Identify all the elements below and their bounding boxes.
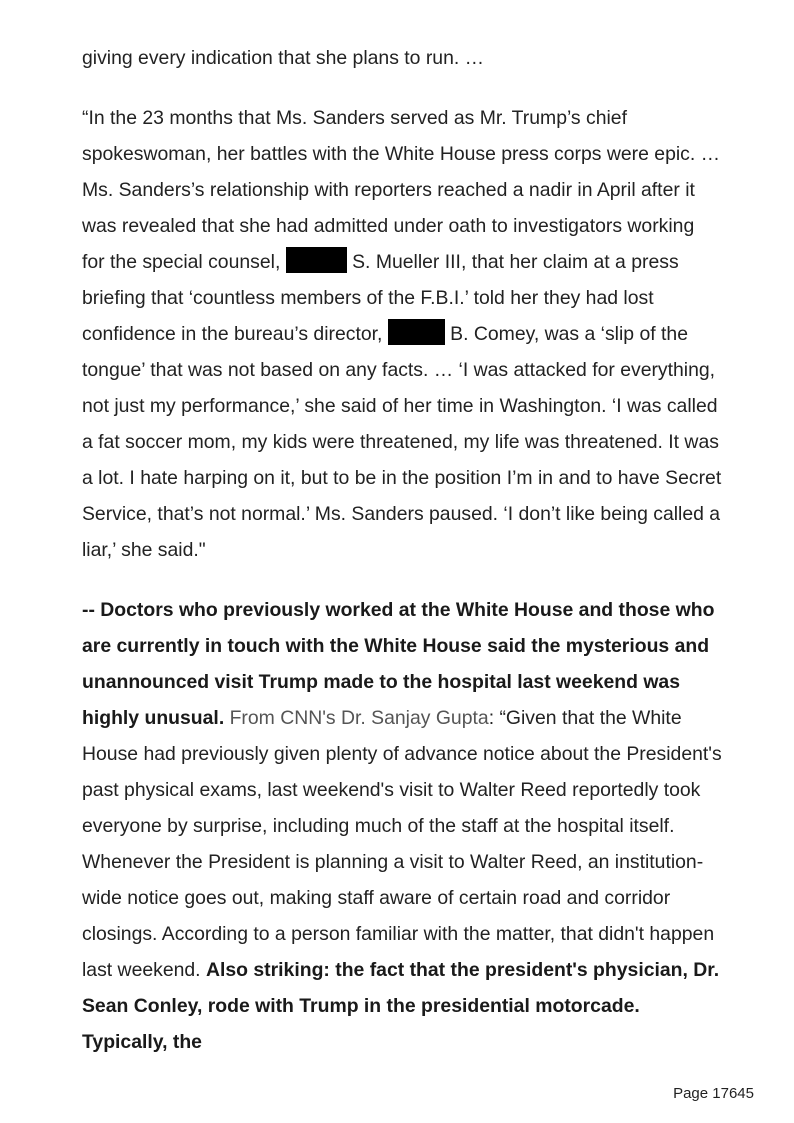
quote-text-part-3: B. Comey, was a ‘slip of the tongue’ that was not based on any facts. … ‘I was attacked for everything, not just my performance,’ she said of her time in Washington. ‘I was called a fat soccer mom, my kids were threatened, my life was threatened. It was a lot. I hate harping on it, but to be in the position I’m in and to have Secret Service, that’s not normal.’ Ms. Sanders paused. ‘I don’t like being called a liar,’ she said." bbox=[82, 323, 722, 561]
redaction-block bbox=[286, 247, 347, 273]
gupta-body-text: : “Given that the White House had previously given plenty of advance notice about the President's past physical exams, last weekend's visit to Walter Reed reportedly took everyone by surprise, including much of the staff at the hospital itself. Whenever the President is planning a visit to Walter Reed, an institution-wide notice goes out, making staff aware of certain road and corridor closings. According to a person familiar with the matter, that didn't happen last weekend. bbox=[82, 707, 722, 981]
quote-text-part-2: S. Mueller III, that her claim at a press briefing that ‘countless members of the F.B.I.’ told her they had lost confidence in the bureau’s director, bbox=[82, 251, 679, 345]
gupta-paragraph bbox=[82, 592, 722, 1060]
source-attribution: From CNN's Dr. Sanjay Gupta bbox=[224, 707, 489, 729]
redaction-block bbox=[388, 319, 445, 345]
quote-text-part-1: “In the 23 months that Ms. Sanders served as Mr. Trump’s chief spokeswoman, her battles with the White House press corps were epic. … Ms. Sanders’s relationship with reporters reached a nadir in April after it was revealed that she had admitted under oath to investigators working for the special counsel, bbox=[82, 107, 721, 273]
lead-paragraph: giving every indication that she plans to run. … bbox=[82, 47, 485, 69]
page-number: Page 17645 bbox=[673, 1085, 754, 1102]
striking-bold-text: Also striking: the fact that the president's physician, Dr. Sean Conley, rode with Trump in the presidential motorcade. Typically, the bbox=[82, 959, 720, 1053]
document-page bbox=[82, 40, 722, 1060]
gupta-headline: -- Doctors who previously worked at the White House and those who are currently in touch with the White House said the mysterious and unannounced visit Trump made to the hospital last weekend was highly unusual. bbox=[82, 599, 715, 729]
sanders-quote-paragraph bbox=[82, 100, 722, 568]
